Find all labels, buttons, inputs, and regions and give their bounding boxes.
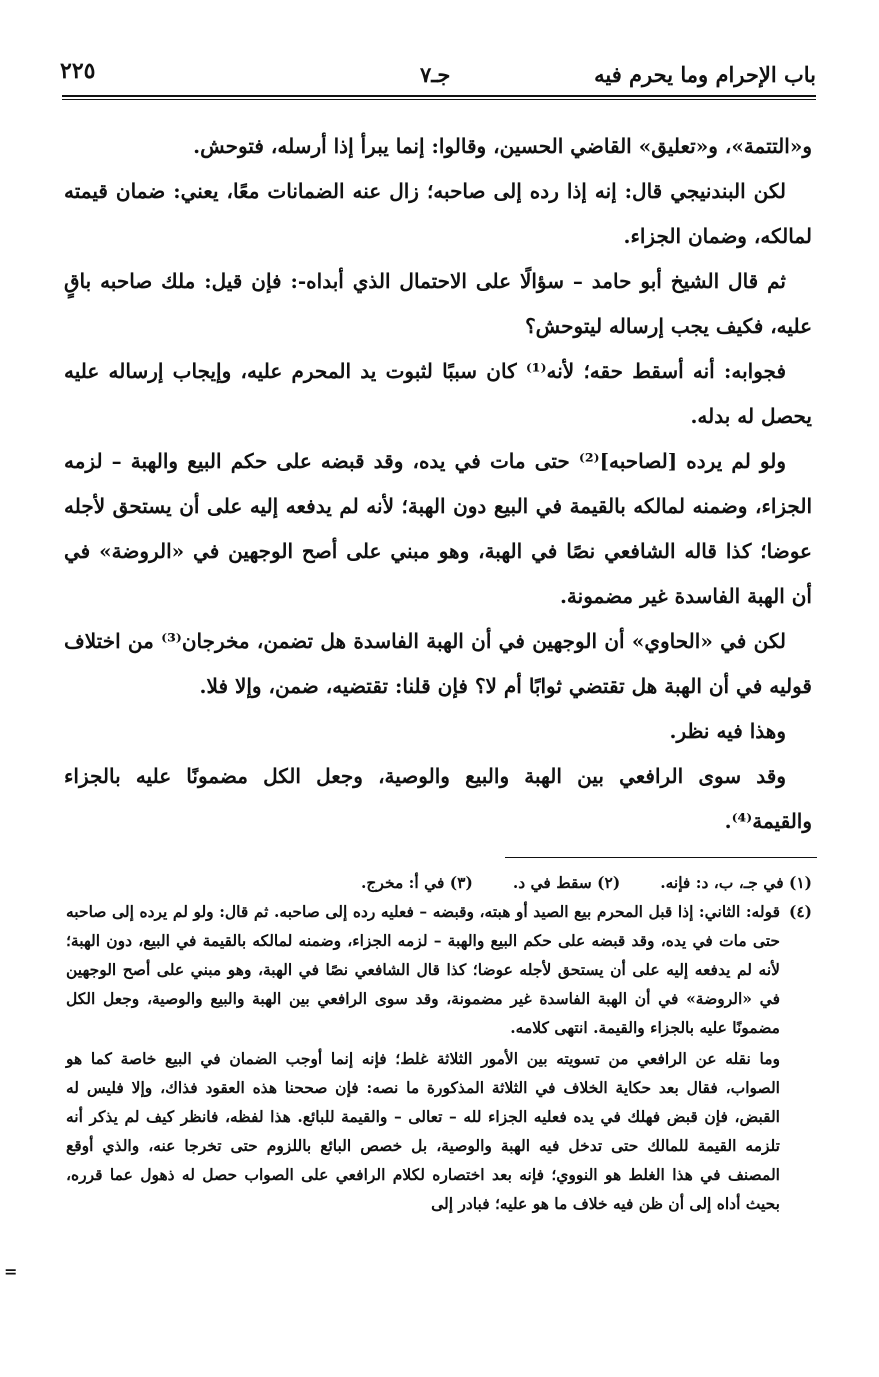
paragraph: ولو لم يرده [لصاحبه]⁽²⁾ حتى مات في يده، وقد قبضه على حكم البيع والهبة – لزمه الجزاء، وضمنه لمالكه بالقيمة في البيع دون الهبة؛ لأنه لم يدفعه إليه على أن يستحق لأجله عوضا؛ كذا قاله الشافعي نصًا في الهبة، وهو مبني على أصح الوجهين في «الروضة» في أن الهبة الفاسدة غير مضمونة. — [64, 449, 812, 608]
paragraph: ثم قال الشيخ أبو حامد – سؤالًا على الاحتمال الذي أبداه-: فإن قيل: ملك صاحبه باقٍ عليه، فكيف يجب إرساله ليتوحش؟ — [64, 269, 812, 338]
main-text — [64, 124, 812, 844]
footnotes — [66, 868, 812, 1218]
footnote-separator — [505, 857, 817, 858]
header-rule — [62, 95, 816, 97]
paragraph: وقد سوى الرافعي بين الهبة والبيع والوصية، وجعل الكل مضمونًا عليه بالجزاء والقيمة⁽⁴⁾. — [64, 764, 812, 833]
volume-label: جـ٧ — [420, 62, 451, 87]
footnote-3: (٣) في أ: مخرج. — [360, 873, 473, 892]
paragraph: وهذا فيه نظر. — [669, 719, 786, 743]
footnote-4-number: (٤) — [788, 902, 812, 921]
footnote-4-part-1: قوله: الثاني: إذا قبل المحرم بيع الصيد أو هبته، وقبضه – فعليه رده إلى صاحبه. ثم قال: ولو لم يرده إلى صاحبه حتى مات في يده، وقد قبضه على حكم البيع والهبة – لزمه الجزاء، وضمنه لمالكه بالقيمة في البيع، دون الهبة؛ لأنه لم يدفعه إليه على أن يستحق لأجله عوضا؛ كذا قال الشافعي نصًا في الهبة، وهو مبني على أصح الوجهين في «الروضة» في أن الهبة الفاسدة غير مضمونة، وقد سوى الرافعي بين الهبة والبيع والوصية، وجعل الكل مضمونًا عليه بالجزاء والقيمة. انتهى كلامه. — [66, 902, 780, 1037]
page-number: ٢٢٥ — [60, 58, 96, 84]
paragraph: فجوابه: أنه أسقط حقه؛ لأنه⁽¹⁾ كان سببًا لثبوت يد المحرم عليه، وإيجاب إرساله عليه يحصل له بدله. — [64, 359, 812, 428]
paragraph: لكن في «الحاوي» أن الوجهين في أن الهبة الفاسدة هل تضمن، مخرجان⁽³⁾ من اختلاف قوليه في أن الهبة هل تقتضي ثوابًا أم لا؟ فإن قلنا: تقتضيه، ضمن، وإلا فلا. — [64, 629, 812, 698]
short-footnotes — [66, 868, 812, 897]
footnote-4-part-2: وما نقله عن الرافعي من تسويته بين الأمور الثلاثة غلط؛ فإنه إنما أوجب الضمان في البيع خاصة كما هو الصواب، فقال بعد حكاية الخلاف في الثلاثة المذكورة ما نصه: فإن صححنا هذه العقود فذاك، وإلا فليس له القبض، فإن قبض فهلك في يده فعليه الجزاء لله – تعالى – والقيمة للبائع. هذا لفظه، فانظر كيف لم يذكر أنه تلزمه القيمة للمالك حتى تدخل فيه الهبة والوصية، بل خصص البائع باللزوم حتى تخرجا عنه، والذي أوقع المصنف في هذا الغلط هو النووي؛ فإنه بعد اختصاره لكلام الرافعي على الصواب حصل له ذهول عما قرره، بحيث أداه إلى أن ظن فيه خلاف ما هو عليه؛ فبادر إلى — [66, 1049, 780, 1213]
paragraph: و«التتمة»، و«تعليق» القاضي الحسين، وقالوا: إنما يبرأ إذا أرسله، فتوحش. — [193, 134, 812, 158]
footnote-1: (١) في جـ، ب، د: فإنه. — [660, 873, 812, 892]
chapter-title: باب الإحرام وما يحرم فيه — [594, 62, 816, 87]
footnote-2: (٢) سقط في د. — [512, 873, 621, 892]
paragraph: لكن البندنيجي قال: إنه إذا رده إلى صاحبه؛ زال عنه الضمانات معًا، يعني: ضمان قيمته لمالكه، وضمان الجزاء. — [64, 179, 812, 248]
running-header — [60, 58, 816, 98]
footnote-4-text — [66, 897, 780, 1218]
header-rule-thin — [62, 99, 816, 100]
footnote-4 — [66, 897, 812, 1218]
margin-mark: = — [4, 1262, 18, 1281]
